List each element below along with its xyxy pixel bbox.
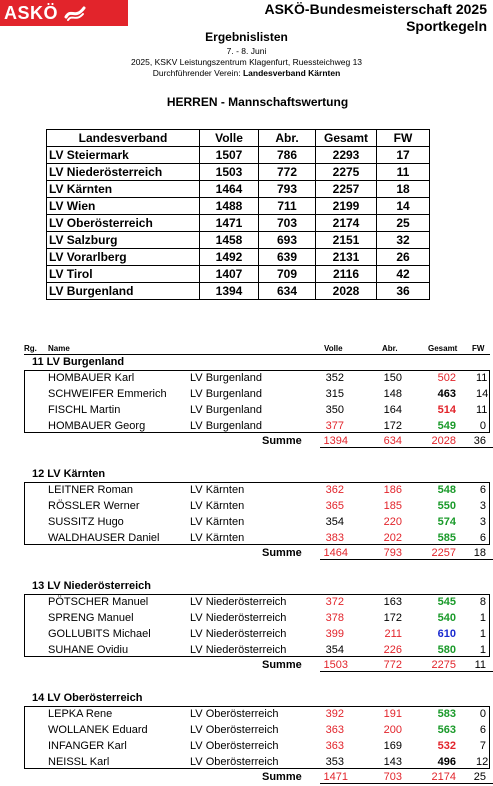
- player-name: SCHWEIFER Emmerich: [48, 388, 167, 400]
- group-title: 11 LV Burgenland: [32, 356, 125, 368]
- sum-volle: 1471: [323, 771, 348, 783]
- sum-row: [24, 547, 490, 561]
- team-value-cell: 14: [377, 198, 430, 215]
- sum-gesamt: 2275: [431, 659, 456, 671]
- sum-underline: [320, 559, 493, 560]
- sum-volle: 1394: [323, 435, 348, 447]
- team-value-cell: 1458: [200, 232, 259, 249]
- player-row: [24, 403, 490, 419]
- askoe-logo: [0, 0, 128, 26]
- player-name: FISCHL Martin: [48, 404, 121, 416]
- player-fw: 6: [479, 724, 486, 736]
- sum-abr: 772: [383, 659, 402, 671]
- team-value-cell: 2257: [316, 181, 377, 198]
- player-volle: 372: [325, 596, 344, 608]
- player-abr: 148: [383, 388, 402, 400]
- logo-swoosh-icon: [64, 4, 86, 22]
- player-lv: LV Kärnten: [190, 532, 245, 544]
- player-abr: 211: [384, 628, 402, 640]
- team-row: [47, 181, 430, 198]
- header-fw: FW: [377, 130, 430, 147]
- player-name: NEISSL Karl: [48, 756, 110, 768]
- organizer-label: Durchführender Verein:: [152, 68, 241, 78]
- col-gesamt: Gesamt: [428, 344, 458, 353]
- team-name-cell: LV Vorarlberg: [47, 249, 200, 266]
- team-name-cell: LV Niederösterreich: [47, 164, 200, 181]
- sum-fw: 36: [473, 435, 486, 447]
- player-lv: LV Niederösterreich: [190, 612, 287, 624]
- player-row: [24, 755, 490, 771]
- player-lv: LV Oberösterreich: [190, 724, 279, 736]
- player-gesamt: 496: [437, 756, 456, 768]
- player-abr: 163: [383, 596, 402, 608]
- player-lv: LV Oberösterreich: [190, 756, 279, 768]
- player-row: [24, 595, 490, 611]
- player-gesamt: 574: [437, 516, 456, 528]
- sum-volle: 1464: [323, 547, 348, 559]
- team-value-cell: 17: [377, 147, 430, 164]
- team-name-cell: LV Kärnten: [47, 181, 200, 198]
- team-value-cell: 1407: [200, 266, 259, 283]
- team-name-cell: LV Burgenland: [47, 283, 200, 300]
- player-row: [24, 499, 490, 515]
- sum-underline: [320, 783, 493, 784]
- results-heading: Ergebnislisten: [205, 30, 288, 44]
- player-volle: 377: [325, 420, 344, 432]
- list-header: [24, 344, 490, 355]
- player-row: [24, 371, 490, 387]
- player-row: [24, 531, 490, 547]
- player-lv: LV Niederösterreich: [190, 628, 287, 640]
- team-value-cell: 2199: [316, 198, 377, 215]
- player-name: HOMBAUER Georg: [48, 420, 146, 432]
- col-abr: Abr.: [382, 344, 398, 353]
- team-row: [47, 249, 430, 266]
- player-abr: 202: [383, 532, 402, 544]
- team-row: [47, 215, 430, 232]
- team-value-cell: 18: [377, 181, 430, 198]
- sum-label: Summe: [262, 547, 302, 559]
- team-value-cell: 32: [377, 232, 430, 249]
- player-lv: LV Oberösterreich: [190, 708, 279, 720]
- sum-row: [24, 659, 490, 673]
- player-row: [24, 643, 490, 659]
- player-row: [24, 611, 490, 627]
- team-value-cell: 772: [259, 164, 316, 181]
- player-name: HOMBAUER Karl: [48, 372, 135, 384]
- player-volle: 362: [325, 484, 344, 496]
- player-row: [24, 707, 490, 723]
- player-fw: 0: [479, 708, 486, 720]
- team-row: [47, 283, 430, 300]
- player-abr: 150: [383, 372, 402, 384]
- team-value-cell: 793: [259, 181, 316, 198]
- team-value-cell: 709: [259, 266, 316, 283]
- player-volle: 378: [325, 612, 344, 624]
- sum-abr: 793: [383, 547, 402, 559]
- player-gesamt: 580: [437, 644, 456, 656]
- team-value-cell: 693: [259, 232, 316, 249]
- player-row: [24, 723, 490, 739]
- player-volle: 352: [325, 372, 344, 384]
- header-volle: Volle: [200, 130, 259, 147]
- player-name: LEPKA Rene: [48, 708, 113, 720]
- player-name: SPRENG Manuel: [48, 612, 134, 624]
- team-row: [47, 232, 430, 249]
- player-abr: 200: [383, 724, 402, 736]
- player-fw: 1: [479, 644, 486, 656]
- player-gesamt: 548: [437, 484, 456, 496]
- team-value-cell: 2028: [316, 283, 377, 300]
- team-value-cell: 711: [259, 198, 316, 215]
- team-value-cell: 2293: [316, 147, 377, 164]
- event-date: 7. - 8. Juni: [226, 46, 267, 56]
- team-value-cell: 2151: [316, 232, 377, 249]
- player-fw: 7: [479, 740, 486, 752]
- player-fw: 3: [479, 516, 486, 528]
- player-abr: 185: [383, 500, 402, 512]
- sum-abr: 634: [383, 435, 402, 447]
- event-location: 2025, KSKV Leistungszentrum Klagenfurt, Ruessteichweg 13: [130, 57, 363, 67]
- player-lv: LV Burgenland: [190, 372, 262, 384]
- team-value-cell: 1503: [200, 164, 259, 181]
- player-abr: 172: [383, 612, 402, 624]
- player-name: INFANGER Karl: [48, 740, 127, 752]
- player-row: [24, 483, 490, 499]
- team-value-cell: 2174: [316, 215, 377, 232]
- sum-underline: [320, 671, 493, 672]
- player-name: PÖTSCHER Manuel: [48, 596, 149, 608]
- player-gesamt: 514: [437, 404, 456, 416]
- sum-abr: 703: [383, 771, 402, 783]
- team-value-cell: 2116: [316, 266, 377, 283]
- player-fw: 0: [479, 420, 486, 432]
- team-value-cell: 25: [377, 215, 430, 232]
- player-row: [24, 515, 490, 531]
- sum-label: Summe: [262, 771, 302, 783]
- player-fw: 6: [479, 484, 486, 496]
- logo-text: ASKÖ: [4, 2, 59, 23]
- header-abr: Abr.: [259, 130, 316, 147]
- player-gesamt: 583: [437, 708, 456, 720]
- player-fw: 11: [476, 372, 488, 384]
- player-volle: 399: [325, 628, 344, 640]
- event-title: ASKÖ-Bundesmeisterschaft 2025: [264, 1, 487, 17]
- player-fw: 1: [479, 612, 486, 624]
- team-value-cell: 639: [259, 249, 316, 266]
- player-gesamt: 540: [437, 612, 456, 624]
- team-value-cell: 703: [259, 215, 316, 232]
- team-value-cell: 1488: [200, 198, 259, 215]
- sum-volle: 1503: [323, 659, 348, 671]
- player-volle: 363: [325, 740, 344, 752]
- sum-label: Summe: [262, 659, 302, 671]
- team-value-cell: 786: [259, 147, 316, 164]
- player-abr: 220: [383, 516, 402, 528]
- player-lv: LV Oberösterreich: [190, 740, 279, 752]
- team-value-cell: 11: [377, 164, 430, 181]
- organizer-line: [0, 68, 493, 79]
- player-volle: 383: [325, 532, 344, 544]
- player-gesamt: 532: [437, 740, 456, 752]
- team-row: [47, 164, 430, 181]
- player-name: RÖSSLER Werner: [48, 500, 140, 512]
- player-row: [24, 739, 490, 755]
- player-row: [24, 387, 490, 403]
- player-lv: LV Niederösterreich: [190, 644, 287, 656]
- team-row: [47, 266, 430, 283]
- group-title: 12 LV Kärnten: [32, 468, 106, 480]
- sum-gesamt: 2028: [431, 435, 456, 447]
- col-volle: Volle: [324, 344, 343, 353]
- player-gesamt: 550: [437, 500, 456, 512]
- sum-gesamt: 2257: [431, 547, 456, 559]
- organizer-name: Landesverband Kärnten: [242, 68, 341, 78]
- player-gesamt: 463: [437, 388, 456, 400]
- player-row: [24, 627, 490, 643]
- player-abr: 172: [383, 420, 402, 432]
- player-lv: LV Kärnten: [190, 516, 245, 528]
- team-value-cell: 1394: [200, 283, 259, 300]
- sum-fw: 18: [473, 547, 486, 559]
- player-fw: 3: [479, 500, 486, 512]
- player-lv: LV Kärnten: [190, 500, 245, 512]
- player-gesamt: 502: [437, 372, 456, 384]
- group-title: 13 LV Niederösterreich: [32, 580, 152, 592]
- section-title: HERREN - Mannschaftswertung: [166, 95, 349, 109]
- sum-gesamt: 2174: [431, 771, 456, 783]
- player-abr: 191: [383, 708, 402, 720]
- team-name-cell: LV Salzburg: [47, 232, 200, 249]
- player-gesamt: 545: [437, 596, 456, 608]
- player-lv: LV Burgenland: [190, 388, 262, 400]
- player-name: LEITNER Roman: [48, 484, 133, 496]
- player-name: SUHANE Ovidiu: [48, 644, 129, 656]
- sum-label: Summe: [262, 435, 302, 447]
- team-name-cell: LV Tirol: [47, 266, 200, 283]
- player-volle: 315: [325, 388, 344, 400]
- col-rg: Rg.: [24, 344, 37, 353]
- player-fw: 14: [476, 388, 489, 400]
- player-lv: LV Burgenland: [190, 404, 262, 416]
- group-title: 14 LV Oberösterreich: [32, 692, 143, 704]
- player-abr: 164: [383, 404, 402, 416]
- player-volle: 350: [325, 404, 344, 416]
- team-value-cell: 26: [377, 249, 430, 266]
- player-row: [24, 419, 490, 435]
- player-gesamt: 549: [437, 420, 456, 432]
- player-name: SUSSITZ Hugo: [48, 516, 124, 528]
- col-name: Name: [48, 344, 70, 353]
- sum-fw: 11: [474, 659, 486, 671]
- col-fw: FW: [472, 344, 485, 353]
- player-fw: 1: [479, 628, 486, 640]
- team-value-cell: 42: [377, 266, 430, 283]
- sum-underline: [320, 447, 493, 448]
- event-subtitle: Sportkegeln: [406, 18, 487, 34]
- team-value-cell: 2275: [316, 164, 377, 181]
- player-volle: 365: [325, 500, 344, 512]
- player-volle: 354: [325, 516, 344, 528]
- player-fw: 8: [479, 596, 486, 608]
- player-gesamt: 585: [437, 532, 456, 544]
- player-gesamt: 563: [437, 724, 456, 736]
- player-gesamt: 610: [437, 628, 456, 640]
- player-volle: 392: [325, 708, 344, 720]
- team-row: [47, 147, 430, 164]
- team-value-cell: 1471: [200, 215, 259, 232]
- player-fw: 11: [476, 404, 488, 416]
- team-row: [47, 198, 430, 215]
- team-name-cell: LV Oberösterreich: [47, 215, 200, 232]
- player-abr: 226: [383, 644, 402, 656]
- team-ranking-table: [46, 129, 430, 300]
- team-value-cell: 1464: [200, 181, 259, 198]
- team-name-cell: LV Steiermark: [47, 147, 200, 164]
- team-value-cell: 634: [259, 283, 316, 300]
- player-abr: 186: [383, 484, 402, 496]
- sum-fw: 25: [473, 771, 486, 783]
- player-abr: 169: [383, 740, 402, 752]
- header-landesverband: Landesverband: [47, 130, 200, 147]
- player-name: WALDHAUSER Daniel: [48, 532, 160, 544]
- player-volle: 363: [325, 724, 344, 736]
- player-lv: LV Niederösterreich: [190, 596, 287, 608]
- team-value-cell: 1492: [200, 249, 259, 266]
- team-value-cell: 36: [377, 283, 430, 300]
- team-table-header: [47, 130, 430, 147]
- player-volle: 354: [325, 644, 344, 656]
- team-value-cell: 2131: [316, 249, 377, 266]
- player-lv: LV Kärnten: [190, 484, 245, 496]
- player-lv: LV Burgenland: [190, 420, 262, 432]
- player-volle: 353: [325, 756, 344, 768]
- team-value-cell: 1507: [200, 147, 259, 164]
- player-abr: 143: [383, 756, 402, 768]
- sum-row: [24, 771, 490, 785]
- player-name: GOLLUBITS Michael: [48, 628, 151, 640]
- header-gesamt: Gesamt: [316, 130, 377, 147]
- player-fw: 6: [479, 532, 486, 544]
- player-name: WOLLANEK Eduard: [48, 724, 148, 736]
- player-fw: 12: [476, 756, 489, 768]
- team-name-cell: LV Wien: [47, 198, 200, 215]
- sum-row: [24, 435, 490, 449]
